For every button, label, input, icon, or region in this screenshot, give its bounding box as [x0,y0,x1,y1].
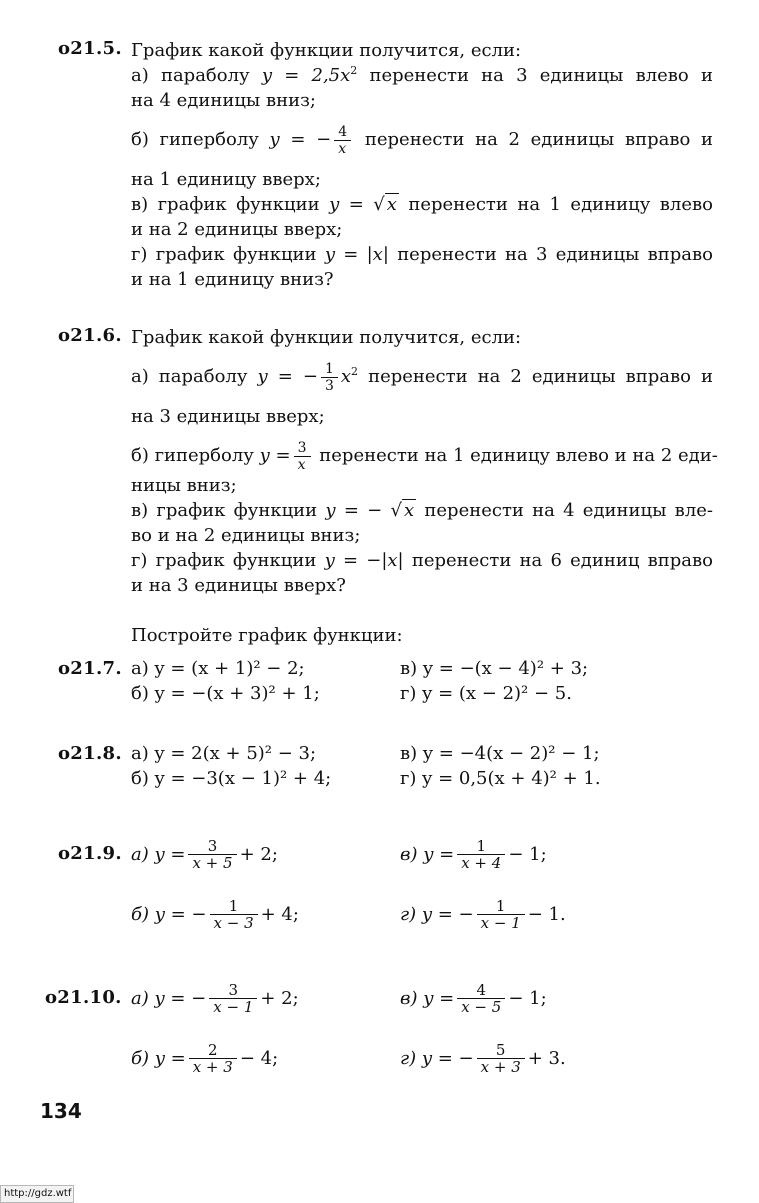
row-21-10-2 [131,1038,759,1078]
section-heading: Постройте график функции: [131,625,403,646]
item-c-cont: во и на 2 единицы вниз; [131,525,361,546]
watermark: http://gdz.wtf [0,1185,74,1203]
problem-number-21-10: o21.10. [45,987,122,1008]
row-21-10-1 [131,978,759,1018]
problem-number-21-9: o21.9. [58,843,122,864]
item-21-10-c: в) y = $\frac{4}{x - 5}$ − 1; [400,980,547,1016]
row-21-9-1 [131,834,759,874]
item-21-8-d: г) y = 0,5(x + 4)² + 1. [400,768,601,789]
item-21-7-b: б) y = −(x + 3)² + 1; [131,683,320,704]
item-d: г) график функции y = |x| перенести на 3 единицы вправо [131,244,713,265]
problem-text [131,38,713,292]
page-number: 134 [40,1099,82,1123]
item-c: в) график функции y = √ x перенести на 1 единицу влево [131,194,713,215]
item-21-10-a: а) y = − $\frac{3}{x - 1}$ + 2; [131,980,299,1016]
problem-text [131,325,718,598]
item-d: г) график функции y = −|x| перенести на 6 единиц вправо [131,550,713,571]
item-21-9-d: г) y = − $\frac{1}{x - 1}$ − 1. [400,896,566,932]
problem-number-21-8: o21.8. [58,743,122,764]
problem-number: o21.5. [58,38,122,59]
item-d-cont: и на 3 единицы вверх? [131,575,346,596]
row-21-9-2 [131,894,759,934]
item-b: б) гиперболу y = $\frac{3}{x}$ перенести на 1 единицу влево и на 2 еди- [131,439,718,473]
problem-number: o21.6. [58,325,122,346]
item-21-8-c: в) y = −4(x − 2)² − 1; [400,743,600,764]
item-21-8-b: б) y = −3(x − 1)² + 4; [131,768,332,789]
item-21-9-b: б) y = − $\frac{1}{x - 3}$ + 4; [131,896,299,932]
item-21-7-d: г) y = (x − 2)² − 5. [400,683,572,704]
item-21-10-b: б) y = $\frac{2}{x + 3}$ − 4; [131,1040,279,1076]
item-a: а) параболу y = − $\frac{1}{3}$ $x^2$ перенести на 2 единицы вправо и [131,360,713,394]
item-21-8-a: а) y = 2(x + 5)² − 3; [131,743,317,764]
item-a-cont: на 4 единицы вниз; [131,90,316,111]
item-a: а) параболу $y = 2,5x^2$ перенести на 3 единицы влево и [131,64,713,86]
item-21-10-d: г) y = − $\frac{5}{x + 3}$ + 3. [400,1040,566,1076]
item-b: б) гиперболу y = − $\frac{4}{x}$ перенести на 2 единицы вправо и [131,123,713,157]
item-d-cont: и на 1 единицу вниз? [131,269,334,290]
problem-number-21-7: o21.7. [58,658,122,679]
item-a-cont: на 3 единицы вверх; [131,406,325,427]
item-c: в) график функции y = − √ x перенести на 4 единицы вле- [131,500,713,521]
item-21-9-a: а) y = $\frac{3}{x + 5}$ + 2; [131,836,278,872]
item-21-7-a: а) y = (x + 1)² − 2; [131,658,305,679]
item-b-cont: ницы вниз; [131,475,237,496]
item-21-9-c: в) y = $\frac{1}{x + 4}$ − 1; [400,836,547,872]
intro: График какой функции получится, если: [131,327,522,348]
item-21-7-c: в) y = −(x − 4)² + 3; [400,658,589,679]
item-b-cont: на 1 единицу вверх; [131,169,321,190]
item-c-cont: и на 2 единицы вверх; [131,219,343,240]
intro: График какой функции получится, если: [131,40,522,61]
